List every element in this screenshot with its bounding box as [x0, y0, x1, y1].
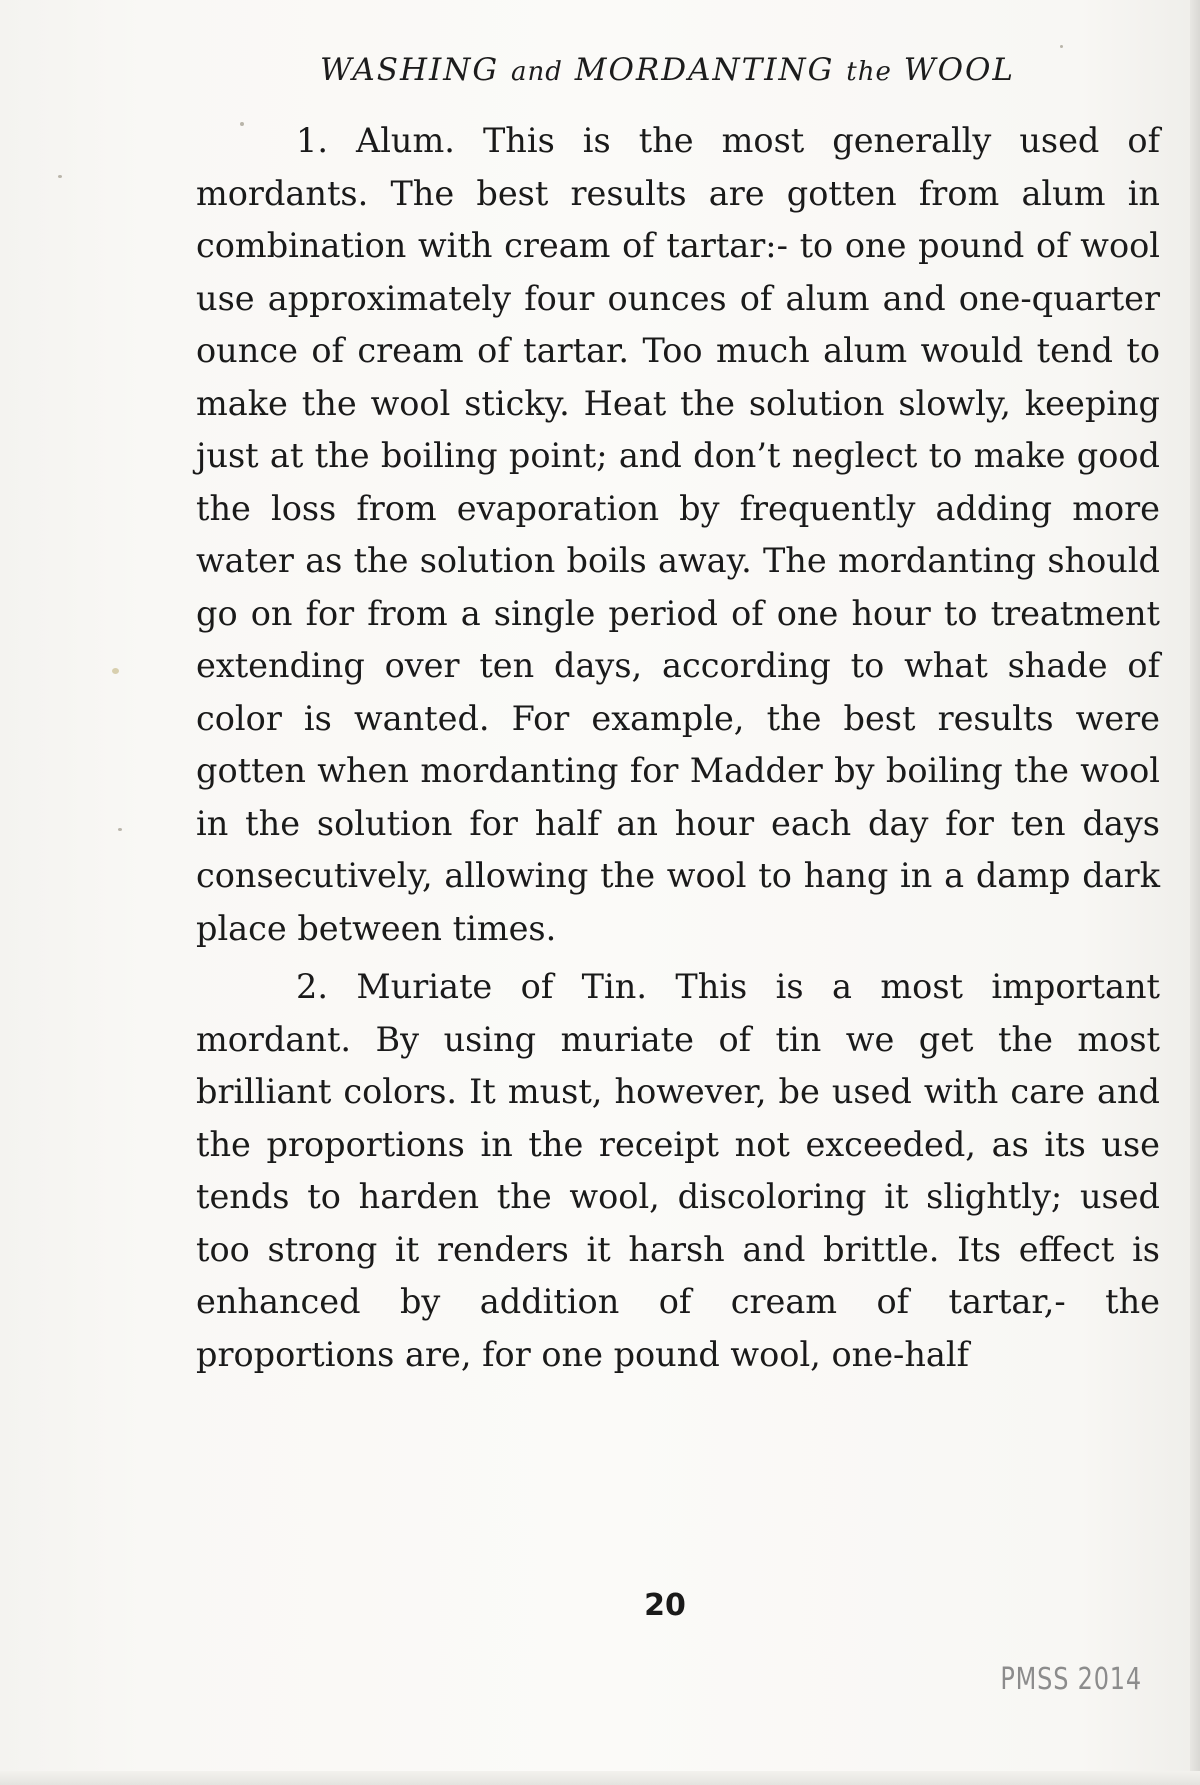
- body-text: [196, 115, 1160, 1381]
- running-head-word: WASHING: [320, 52, 500, 88]
- running-head-word: the: [846, 57, 892, 87]
- paragraph-muriate-of-tin: 2. Muriate of Tin. This is a most important mordant. By using muriate of tin we get the most brilliant colors. It must, however, be used with care and the proportions in the receipt not exceeded, as its use tends to harden the wool, discoloring it slightly; used too strong it renders it harsh and brittle. Its effect is enhanced by addition of cream of tartar,- the proportions are, for one pound wool, one-half: [196, 967, 1160, 1374]
- paper-speck: [1060, 45, 1063, 48]
- running-head-word: and: [510, 57, 563, 87]
- paper-speck: [58, 175, 62, 178]
- page-edge-bottom: [0, 1771, 1200, 1785]
- page-number: 20: [644, 1588, 686, 1623]
- running-head-word: WOOL: [903, 52, 1016, 88]
- page-edge-right: [1190, 0, 1200, 1785]
- paragraph-alum: 1. Alum. This is the most generally used of mordants. The best results are gotten from alum in combination with cream of tartar:- to one pound of wool use approximately four ounces of alum and one-quarter ounce of cream of tartar. Too much alum would tend to make the wool sticky. Heat the solution slowly, keeping just at the boiling point; and don’t neglect to make good the loss from evaporation by frequently adding more water as the solution boils away. The mordanting should go on for from a single period of one hour to treatment extending over ten days, according to what shade of color is wanted. For example, the best results were gotten when mordanting for Madder by boiling the wool in the solution for half an hour each day for ten days consecutively, allowing the wool to hang in a damp dark place between times.: [196, 121, 1160, 948]
- paper-speck: [240, 122, 244, 126]
- paper-speck: [112, 668, 119, 674]
- running-head: [320, 52, 1060, 88]
- paper-speck: [118, 828, 122, 831]
- running-head-word: MORDANTING: [574, 52, 835, 88]
- watermark: PMSS 2014: [1000, 1662, 1142, 1697]
